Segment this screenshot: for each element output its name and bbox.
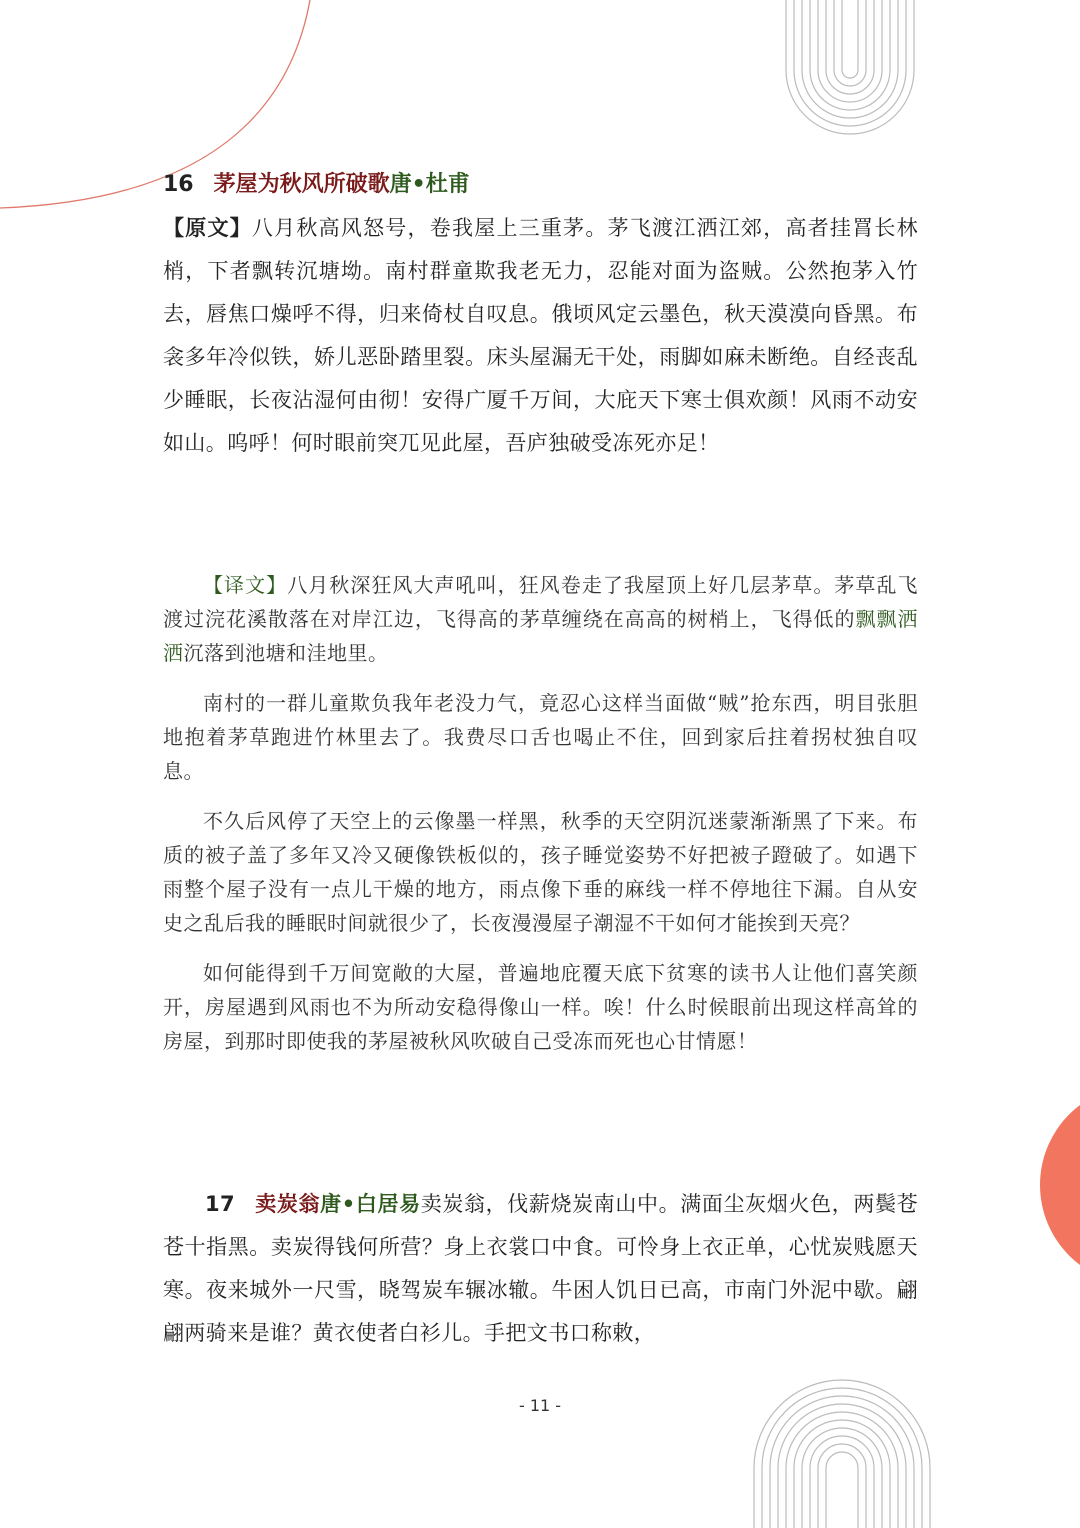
- section-16-title: 茅屋为秋风所破歌: [213, 172, 390, 197]
- section-16-translation: [163, 568, 918, 1074]
- original-text: 八月秋高风怒号，卷我屋上三重茅。茅飞渡江洒江郊，高者挂罥长林梢，下者飘转沉塘坳。南村群童欺我老无力，忍能对面为盗贼。公然抱茅入竹去，唇焦口燥呼不得，归来倚杖自叹息。俄顷风定云墨色，秋天漠漠向昏黑。布衾多年冷似铁，娇儿恶卧踏里裂。床头屋漏无干处，雨脚如麻未断绝。自经丧乱少睡眠，长夜沾湿何由彻！安得广厦千万间，大庇天下寒士俱欢颜！风雨不动安如山。呜呼！何时眼前突兀见此屋，吾庐独破受冻死亦足！: [163, 216, 918, 455]
- section-17-title: 卖炭翁: [255, 1192, 321, 1216]
- section-16-original: [163, 207, 918, 465]
- page-number: - 11 -: [518, 1396, 562, 1415]
- section-17-author: 唐•白居易: [320, 1192, 421, 1216]
- translation-tag: 【译文】: [203, 573, 288, 597]
- decorative-coral-circle: [1040, 1085, 1080, 1285]
- section-17-number: 17: [205, 1192, 236, 1216]
- section-17: [163, 1183, 918, 1355]
- translation-paragraph-4: 如何能得到千万间宽敞的大屋，普遍地庇覆天底下贫寒的读书人让他们喜笑颜开，房屋遇到风雨也不为所动安稳得像山一样。唉！什么时候眼前出现这样高耸的房屋，到那时即使我的茅屋被秋风吹破自己受冻而死也心甘情愿！: [163, 961, 918, 1053]
- section-17-original-text: 卖炭翁，伐薪烧炭南山中。满面尘灰烟火色，两鬓苍苍十指黑。卖炭得钱何所营？身上衣裳口中食。可怜身上衣正单，心忧炭贱愿天寒。夜来城外一尺雪，晓驾炭车辗冰辙。牛困人饥日已高，市南门外泥中歇。翩翩两骑来是谁？黄衣使者白衫儿。手把文书口称敕，: [163, 1192, 918, 1345]
- translation-p1-highlight: 飘飘洒洒: [163, 607, 919, 665]
- section-16-author: 唐•杜甫: [389, 172, 470, 197]
- translation-paragraph-1: [163, 568, 918, 670]
- translation-p1-text-a: 八月秋深狂风大声吼叫，狂风卷走了我屋顶上好几层茅草。茅草乱飞渡过浣花溪散落在对岸江边，飞得高的茅草缠绕在高高的树梢上，飞得低的: [163, 573, 919, 631]
- original-tag: 【原文】: [163, 216, 252, 240]
- decorative-arches-top-right: [786, 0, 914, 134]
- section-16-heading: [163, 170, 923, 200]
- translation-p1-text-b: 沉落到池塘和洼地里。: [183, 641, 389, 665]
- translation-paragraph-2: 南村的一群儿童欺负我年老没力气，竟忍心这样当面做“贼”抢东西，明目张胆地抱着茅草跑进竹林里去了。我费尽口舌也喝止不住，回到家后拄着拐杖独自叹息。: [163, 691, 918, 783]
- translation-paragraph-3: 不久后风停了天空上的云像墨一样黑，秋季的天空阴沉迷蒙渐渐黑了下来。布质的被子盖了多年又冷又硬像铁板似的，孩子睡觉姿势不好把被子蹬破了。如遇下雨整个屋子没有一点儿干燥的地方，雨点像下垂的麻线一样不停地往下漏。自从安史之乱后我的睡眠时间就很少了，长夜漫漫屋子潮湿不干如何才能挨到天亮？: [163, 809, 918, 935]
- section-16-number: 16: [163, 172, 194, 197]
